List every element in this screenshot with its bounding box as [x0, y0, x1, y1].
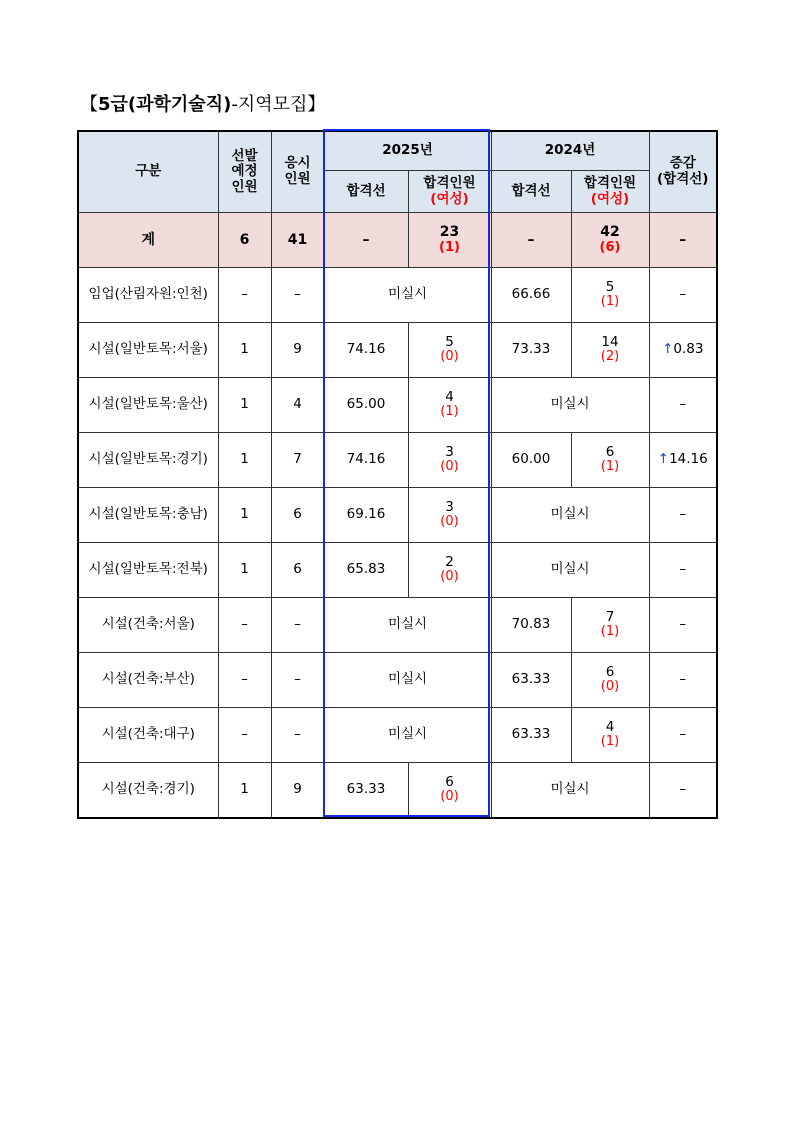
- total-applicants: 41: [271, 213, 324, 268]
- header-planned: 선발 예정 인원: [218, 131, 271, 213]
- passed-2024: [571, 653, 649, 708]
- passed-2025-count: 5: [445, 333, 454, 350]
- row-planned: –: [218, 708, 271, 763]
- header-change: 증감 (합격선): [649, 131, 717, 213]
- passed-2024: [571, 268, 649, 323]
- passed-2024-female: (1): [600, 459, 620, 475]
- total-label: 계: [78, 213, 218, 268]
- passed-2024: [571, 598, 649, 653]
- row-category: 시설(일반토목:경기): [78, 433, 218, 488]
- cutoff-2024: 63.33: [491, 708, 571, 763]
- not-held-2025: 미실시: [324, 708, 491, 763]
- passed-2024-count: 5: [605, 278, 615, 295]
- header-year-2025: 2025년: [324, 131, 491, 171]
- change-value: 0.83: [673, 341, 704, 358]
- row-applicants: 7: [271, 433, 324, 488]
- passed-2024: [571, 708, 649, 763]
- table-row: [78, 708, 717, 763]
- passed-2025: [408, 763, 491, 819]
- row-applicants: –: [271, 598, 324, 653]
- header-passed-2025: 합격인원 (여성): [408, 171, 491, 213]
- row-category: 시설(건축:서울): [78, 598, 218, 653]
- title-bracket-close: 】: [307, 94, 326, 115]
- passed-2024-count: 4: [605, 718, 615, 735]
- row-applicants: 6: [271, 543, 324, 598]
- row-change: [649, 598, 717, 653]
- row-change: [649, 433, 717, 488]
- header-passed-2024: 합격인원 (여성): [571, 171, 649, 213]
- cutoff-2024: 60.00: [491, 433, 571, 488]
- table-row: [78, 268, 717, 323]
- table-row: [78, 433, 717, 488]
- passed-2025-count: 3: [445, 498, 454, 515]
- change-value: –: [679, 506, 687, 523]
- table-row: [78, 543, 717, 598]
- row-category: 시설(일반토목:서울): [78, 323, 218, 378]
- passed-2025-count: 6: [445, 773, 454, 790]
- row-change: [649, 543, 717, 598]
- row-category: 시설(건축:경기): [78, 763, 218, 819]
- row-planned: 1: [218, 763, 271, 819]
- passed-2025: [408, 323, 491, 378]
- not-held-2024: 미실시: [491, 543, 649, 598]
- cutoff-2025: 74.16: [324, 323, 408, 378]
- header-cutoff-2025: 합격선: [324, 171, 408, 213]
- cutoff-2025: 65.00: [324, 378, 408, 433]
- up-arrow-icon: ↑: [657, 451, 670, 468]
- row-applicants: –: [271, 708, 324, 763]
- not-held-2024: 미실시: [491, 378, 649, 433]
- row-category: 시설(건축:부산): [78, 653, 218, 708]
- page-title: [80, 90, 325, 116]
- header-applicants: 응시 인원: [271, 131, 324, 213]
- cutoff-2024: 73.33: [491, 323, 571, 378]
- row-planned: 1: [218, 433, 271, 488]
- not-held-2024: 미실시: [491, 763, 649, 819]
- passed-2024-female: (0): [600, 679, 620, 695]
- row-change: [649, 268, 717, 323]
- change-value: –: [679, 286, 687, 303]
- table-row: [78, 598, 717, 653]
- change-value: 14.16: [669, 451, 708, 468]
- row-change: [649, 488, 717, 543]
- row-change: [649, 763, 717, 819]
- header-row-1: [78, 131, 717, 171]
- cutoff-2024: 70.83: [491, 598, 571, 653]
- row-planned: –: [218, 653, 271, 708]
- cutoff-2025: 69.16: [324, 488, 408, 543]
- header-category: 구분: [78, 131, 218, 213]
- table-row: [78, 488, 717, 543]
- passed-2025-female: (0): [440, 569, 459, 585]
- passed-2025-count: 3: [445, 443, 454, 460]
- passed-2025-female: (0): [440, 349, 459, 365]
- passed-2024: [571, 323, 649, 378]
- cutoff-2024: 66.66: [491, 268, 571, 323]
- row-category: 시설(일반토목:전북): [78, 543, 218, 598]
- row-category: 시설(건축:대구): [78, 708, 218, 763]
- row-change: [649, 708, 717, 763]
- row-change: [649, 323, 717, 378]
- row-change: [649, 653, 717, 708]
- total-planned: 6: [218, 213, 271, 268]
- table-row: [78, 653, 717, 708]
- passed-2024-count: 6: [605, 443, 615, 460]
- row-planned: 1: [218, 323, 271, 378]
- not-held-2024: 미실시: [491, 488, 649, 543]
- table-row: [78, 763, 717, 819]
- change-value: –: [679, 726, 687, 743]
- total-change: –: [649, 213, 717, 268]
- total-cutoff-2025: –: [324, 213, 408, 268]
- cutoff-2024: 63.33: [491, 653, 571, 708]
- row-planned: –: [218, 268, 271, 323]
- passed-2024-female: (1): [600, 294, 620, 310]
- change-value: –: [679, 561, 687, 578]
- row-planned: 1: [218, 543, 271, 598]
- row-applicants: –: [271, 268, 324, 323]
- change-value: –: [679, 781, 687, 798]
- title-bracket-open: 【: [80, 94, 98, 115]
- row-planned: 1: [218, 488, 271, 543]
- passed-2025: [408, 488, 491, 543]
- passed-2025-female: (0): [440, 514, 459, 530]
- up-arrow-icon: ↑: [662, 341, 674, 358]
- total-row: [78, 213, 717, 268]
- passed-2025-female: (0): [440, 459, 459, 475]
- row-category: 시설(일반토목:충남): [78, 488, 218, 543]
- change-value: –: [679, 616, 687, 633]
- title-main: 5급(과학기술직): [98, 94, 232, 115]
- passed-2024-female: (1): [600, 624, 620, 640]
- not-held-2025: 미실시: [324, 268, 491, 323]
- table-row: [78, 378, 717, 433]
- row-applicants: 9: [271, 323, 324, 378]
- passed-2024-female: (1): [600, 734, 620, 750]
- results-table: [77, 130, 718, 819]
- passed-2024-count: 14: [601, 333, 619, 350]
- not-held-2025: 미실시: [324, 653, 491, 708]
- table-row: [78, 323, 717, 378]
- total-passed-2025: 23 (1): [408, 213, 491, 268]
- row-category: 임업(산림자원:인천): [78, 268, 218, 323]
- cutoff-2025: 63.33: [324, 763, 408, 819]
- passed-2025-female: (0): [440, 789, 459, 805]
- row-applicants: 6: [271, 488, 324, 543]
- passed-2025-count: 4: [445, 388, 454, 405]
- passed-2025-female: (1): [440, 404, 459, 420]
- passed-2024-count: 6: [605, 663, 615, 680]
- passed-2024: [571, 433, 649, 488]
- total-passed-2024: 42 (6): [571, 213, 649, 268]
- row-category: 시설(일반토목:울산): [78, 378, 218, 433]
- cutoff-2025: 65.83: [324, 543, 408, 598]
- cutoff-2025: 74.16: [324, 433, 408, 488]
- change-value: –: [679, 396, 687, 413]
- row-planned: –: [218, 598, 271, 653]
- row-applicants: 9: [271, 763, 324, 819]
- passed-2024-count: 7: [605, 608, 615, 625]
- row-planned: 1: [218, 378, 271, 433]
- row-applicants: 4: [271, 378, 324, 433]
- passed-2025: [408, 433, 491, 488]
- passed-2025: [408, 543, 491, 598]
- passed-2025-count: 2: [445, 553, 454, 570]
- not-held-2025: 미실시: [324, 598, 491, 653]
- row-applicants: –: [271, 653, 324, 708]
- passed-2025: [408, 378, 491, 433]
- row-change: [649, 378, 717, 433]
- change-value: –: [679, 671, 687, 688]
- title-suffix: -지역모집: [231, 94, 308, 115]
- header-year-2024: 2024년: [491, 131, 649, 171]
- passed-2024-female: (2): [600, 349, 620, 365]
- total-cutoff-2024: –: [491, 213, 571, 268]
- header-cutoff-2024: 합격선: [491, 171, 571, 213]
